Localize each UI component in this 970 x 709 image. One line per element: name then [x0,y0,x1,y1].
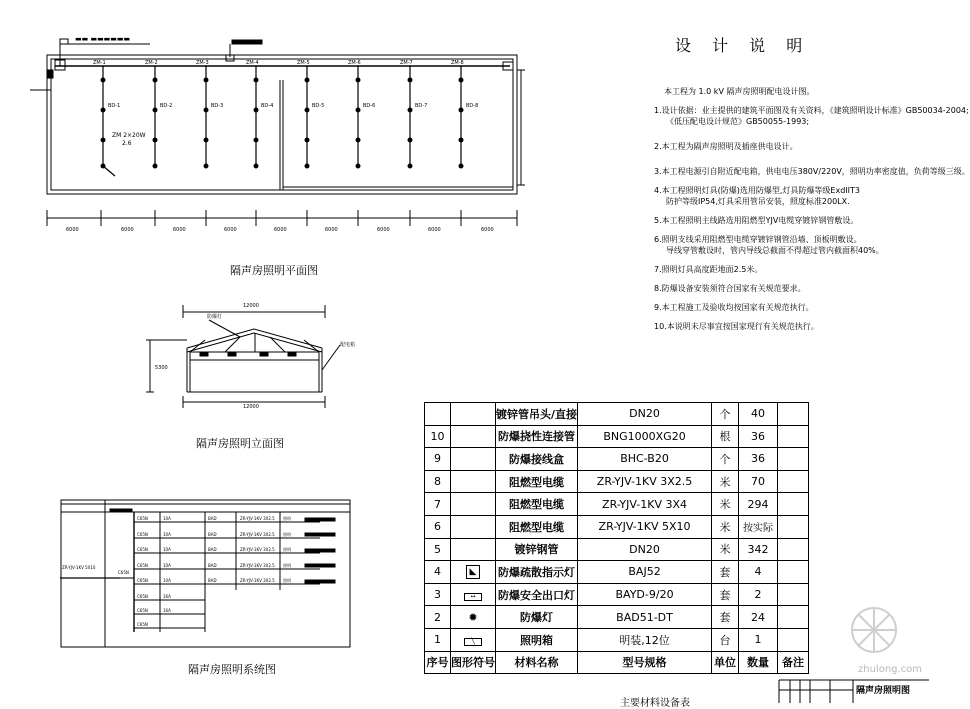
system-row-4-cable: ZR-YJV-1KV 3X2.5 [240,563,275,568]
system-row-4-phase: BAD [208,563,217,568]
plan-walls [47,55,517,194]
plan-lamp-label-1: BD-1 [108,103,121,109]
bom-row [425,606,809,629]
plan-label-zm1: ZM-1 [93,60,106,66]
bom-no: 7 [425,493,451,516]
plan-label-zm8: ZM-8 [451,60,464,66]
exit-sign-icon: ◣ [466,565,480,579]
bom-name: 阻燃型电缆 [496,470,578,493]
bom-unit: 米 [712,538,739,561]
bom-header-unit: 单位 [712,651,739,674]
bom-no: 6 [425,515,451,538]
plan-center-label: ZM 2×20W [112,132,146,139]
elevation-drawing [146,305,340,408]
plan-center-sub: 2.6 [122,140,132,147]
bom-qty: 1 [739,628,778,651]
system-row-5-rating: 10A [163,578,171,583]
bom-spec: DN20 [578,403,712,426]
drawing-title: 隔声房照明图 [856,686,911,696]
bom-spec: ZR-YJV-1KV 3X4 [578,493,712,516]
plan-dim-1: 6000 [66,227,79,233]
plan-lamp-label-5: BD-5 [312,103,325,109]
bom-name: 防爆安全出口灯 [496,583,578,606]
bom-remark [778,583,809,606]
system-row-1-phase: BAD [208,516,217,521]
bom-row [425,538,809,561]
bom-unit: 套 [712,583,739,606]
plan-lamp-label-3: BD-3 [211,103,224,109]
bom-unit: 套 [712,561,739,584]
bom-symbol [451,538,496,561]
bom-no: 2 [425,606,451,629]
system-row-6-breaker: C65N [137,594,148,599]
plan-dim-2: 6000 [121,227,134,233]
bom-unit: 米 [712,470,739,493]
system-row-7-rating: 16A [163,608,171,613]
plan-dim-5: 6000 [274,227,287,233]
bom-table [424,402,809,674]
plan-lamp-label-7: BD-7 [415,103,428,109]
system-row-2-breaker: C65N [137,532,148,537]
bom-qty: 40 [739,403,778,426]
note-line-1: 1.设计依据：业主提供的建筑平面图及有关资料，《建筑照明设计标准》GB50034-2004; [654,106,969,115]
bom-row [425,448,809,471]
bom-symbol [451,515,496,538]
bom-row [425,425,809,448]
system-row-5-phase: BAD [208,578,217,583]
caption-system: 隔声房照明系统图 [188,663,276,676]
system-diagram [60,500,350,647]
bom-name: 阻燃型电缆 [496,493,578,516]
plan-label-zm6: ZM-6 [348,60,361,66]
bom-row [425,628,809,651]
bom-unit: 套 [712,606,739,629]
system-row-3-phase: BAD [208,547,217,552]
bom-remark [778,515,809,538]
bom-unit: 米 [712,515,739,538]
system-row-7-breaker: C65N [137,608,148,613]
bom-row [425,583,809,606]
system-row-3-breaker: C65N [137,547,148,552]
watermark-text: zhulong.com [858,664,923,675]
bom-no: 4 [425,561,451,584]
plan-dim-3: 6000 [173,227,186,233]
bom-symbol [451,448,496,471]
caption-elevation: 隔声房照明立面图 [196,437,284,450]
bom-row [425,493,809,516]
bom-no: 8 [425,470,451,493]
system-row-1-rating: 10A [163,516,171,521]
bom-row [425,470,809,493]
bom-no: 10 [425,425,451,448]
plan-top-marker [60,39,68,44]
watermark-logo [852,608,896,652]
system-row-1-cable: ZR-YJV-1KV 3X2.5 [240,516,275,521]
system-source-label: ZR-YJV-1KV 5X10 [62,565,96,570]
system-row-8-breaker: C65N [137,622,148,627]
bom-spec: BAYD-9/20 [578,583,712,606]
bom-remark [778,448,809,471]
bom-symbol [451,561,496,584]
bom-no: 3 [425,583,451,606]
bom-name: 镀锌钢管 [496,538,578,561]
bom-qty: 4 [739,561,778,584]
bom-unit: 米 [712,493,739,516]
caption-bom: 主要材料设备表 [620,698,690,709]
bom-name: 照明箱 [496,628,578,651]
note-line-12: 9.本工程施工及验收均按国家有关规范执行。 [654,303,814,312]
note-line-10: 7.照明灯具高度距地面2.5米。 [654,265,763,274]
bom-no: 5 [425,538,451,561]
plan-panel-label-bar [232,40,262,44]
plan-dim-7: 6000 [377,227,390,233]
plan-branch-circuits [103,66,461,176]
bom-row [425,561,809,584]
notes-title: 设 计 说 明 [675,36,811,55]
bom-qty: 36 [739,448,778,471]
system-row-2-phase: BAD [208,532,217,537]
plan-dim-8: 6000 [428,227,441,233]
system-row-4-rating: 10A [163,563,171,568]
bom-spec: 明装,12位 [578,628,712,651]
plan-dim-9: 6000 [481,227,494,233]
lighting-panel-icon: ╲ [464,638,482,646]
explosion-proof-lamp-icon: ✹ [468,610,478,624]
bom-remark [778,538,809,561]
bom-name: 防爆疏散指示灯 [496,561,578,584]
system-row-2-use: 照明 [283,532,291,537]
plan-feeder-tag: ▬▬ ▬▬▬▬▬▬ [75,35,131,43]
bom-symbol [451,493,496,516]
bom-qty: 70 [739,470,778,493]
system-row-6-rating: 16A [163,594,171,599]
system-row-3-use: 照明 [283,547,291,552]
system-row-1-use: 照明 [283,516,291,521]
bom-spec: ZR-YJV-1KV 5X10 [578,515,712,538]
bom-remark [778,606,809,629]
system-row-2-rating: 10A [163,532,171,537]
plan-label-zm5: ZM-5 [297,60,310,66]
plan-dim-6: 6000 [325,227,338,233]
bom-unit: 个 [712,448,739,471]
note-line-5: 4.本工程照明灯具(防爆)选用防爆型,灯具防爆等级ExdIIT3 [654,186,860,195]
note-line-0: 本工程为 1.0 kV 隔声房照明配电设计图。 [664,87,815,96]
bom-remark [778,403,809,426]
bom-header-name: 材料名称 [496,651,578,674]
caption-plan: 隔声房照明平面图 [230,264,318,277]
elevation-bottom-dim: 12000 [243,404,259,410]
system-row-4-breaker: C65N [137,563,148,568]
bom-qty: 342 [739,538,778,561]
bom-remark [778,425,809,448]
bom-symbol [451,403,496,426]
system-row-3-rating: 10A [163,547,171,552]
bom-spec: DN20 [578,538,712,561]
plan-dimension-line [47,210,517,226]
plan-lamp-label-2: BD-2 [160,103,173,109]
bom-symbol [451,583,496,606]
plan-label-zm7: ZM-7 [400,60,413,66]
note-line-11: 8.防爆设备安装须符合国家有关规范要求。 [654,284,806,293]
bom-symbol [451,606,496,629]
bom-remark [778,493,809,516]
bom-no: 1 [425,628,451,651]
plan-label-zm2: ZM-2 [145,60,158,66]
bom-spec: BHC-B20 [578,448,712,471]
bom-remark [778,561,809,584]
bom-header-qty: 数量 [739,651,778,674]
bom-qty: 294 [739,493,778,516]
bom-row [425,403,809,426]
bom-header-row [425,651,809,674]
bom-row [425,515,809,538]
bom-header-spec: 型号规格 [578,651,712,674]
bom-header-remark: 备注 [778,651,809,674]
plan-label-zm3: ZM-3 [196,60,209,66]
bom-name: 阻燃型电缆 [496,515,578,538]
bom-header-symbol: 图形符号 [451,651,496,674]
note-line-4: 3.本工程电源引自附近配电箱，供电电压380V/220V，照明功率密度值，负荷等级三级。 [654,167,970,176]
bom-name: 防爆挠性连接管 [496,425,578,448]
elevation-top-dim: 12000 [243,303,259,309]
bom-spec: ZR-YJV-1KV 3X2.5 [578,470,712,493]
bom-unit: 台 [712,628,739,651]
plan-lamp-label-6: BD-6 [363,103,376,109]
plan-lamp-label-4: BD-4 [261,103,274,109]
plan-label-zm4: ZM-4 [246,60,259,66]
bom-symbol [451,425,496,448]
note-line-6: 防护等级IP54,灯具采用管吊安装，照度标准200LX. [666,197,850,206]
bom-no: 9 [425,448,451,471]
bom-remark [778,470,809,493]
system-row-3-cable: ZR-YJV-1KV 3X2.5 [240,547,275,552]
elevation-panel-tag: 配电箱 [340,342,356,348]
design-notes [654,86,970,332]
bom-remark [778,628,809,651]
system-row-5-use: 照明 [283,578,291,583]
bom-spec: BAJ52 [578,561,712,584]
plan-dim-4: 6000 [224,227,237,233]
bom-unit: 根 [712,425,739,448]
bom-qty: 2 [739,583,778,606]
bom-header-no: 序号 [425,651,451,674]
note-line-3: 2.本工程为隔声房照明及插座供电设计。 [654,142,798,151]
system-row-5-cable: ZR-YJV-1KV 3X2.5 [240,578,275,583]
bom-qty: 按实际 [739,515,778,538]
bom-qty: 36 [739,425,778,448]
note-line-7: 5.本工程照明主线路选用阻燃型YJV电缆穿镀锌钢管敷设。 [654,216,859,225]
elevation-side-dim: 5300 [155,365,168,371]
bom-qty: 24 [739,606,778,629]
bom-unit: 个 [712,403,739,426]
note-line-9: 导线穿管敷设时，管内导线总截面不得超过管内截面积40%。 [666,246,884,255]
elevation-lamp-tag: 防爆灯 [207,314,223,320]
system-row-2-cable: ZR-YJV-1KV 3X2.5 [240,532,275,537]
note-line-8: 6.照明支线采用阻燃型电缆穿镀锌钢管沿墙、顶板明敷设。 [654,235,862,244]
bom-no [425,403,451,426]
note-line-13: 10.本说明未尽事宜按国家现行有关规范执行。 [654,322,819,331]
bom-name: 镀锌管吊头/直接 [496,403,578,426]
bom-spec: BAD51-DT [578,606,712,629]
system-row-1-breaker: C65N [137,516,148,521]
system-row-4-use: 照明 [283,563,291,568]
bom-symbol [451,628,496,651]
system-main-breaker: C65N [118,570,129,575]
bom-name: 防爆灯 [496,606,578,629]
system-row-5-breaker: C65N [137,578,148,583]
bom-symbol [451,470,496,493]
note-line-2: 《低压配电设计规范》GB50055-1993; [666,117,810,126]
plan-lamp-label-8: BD-8 [466,103,479,109]
bom-spec: BNG1000XG20 [578,425,712,448]
exit-light-icon: ↔ [464,593,482,601]
bom-name: 防爆接线盒 [496,448,578,471]
